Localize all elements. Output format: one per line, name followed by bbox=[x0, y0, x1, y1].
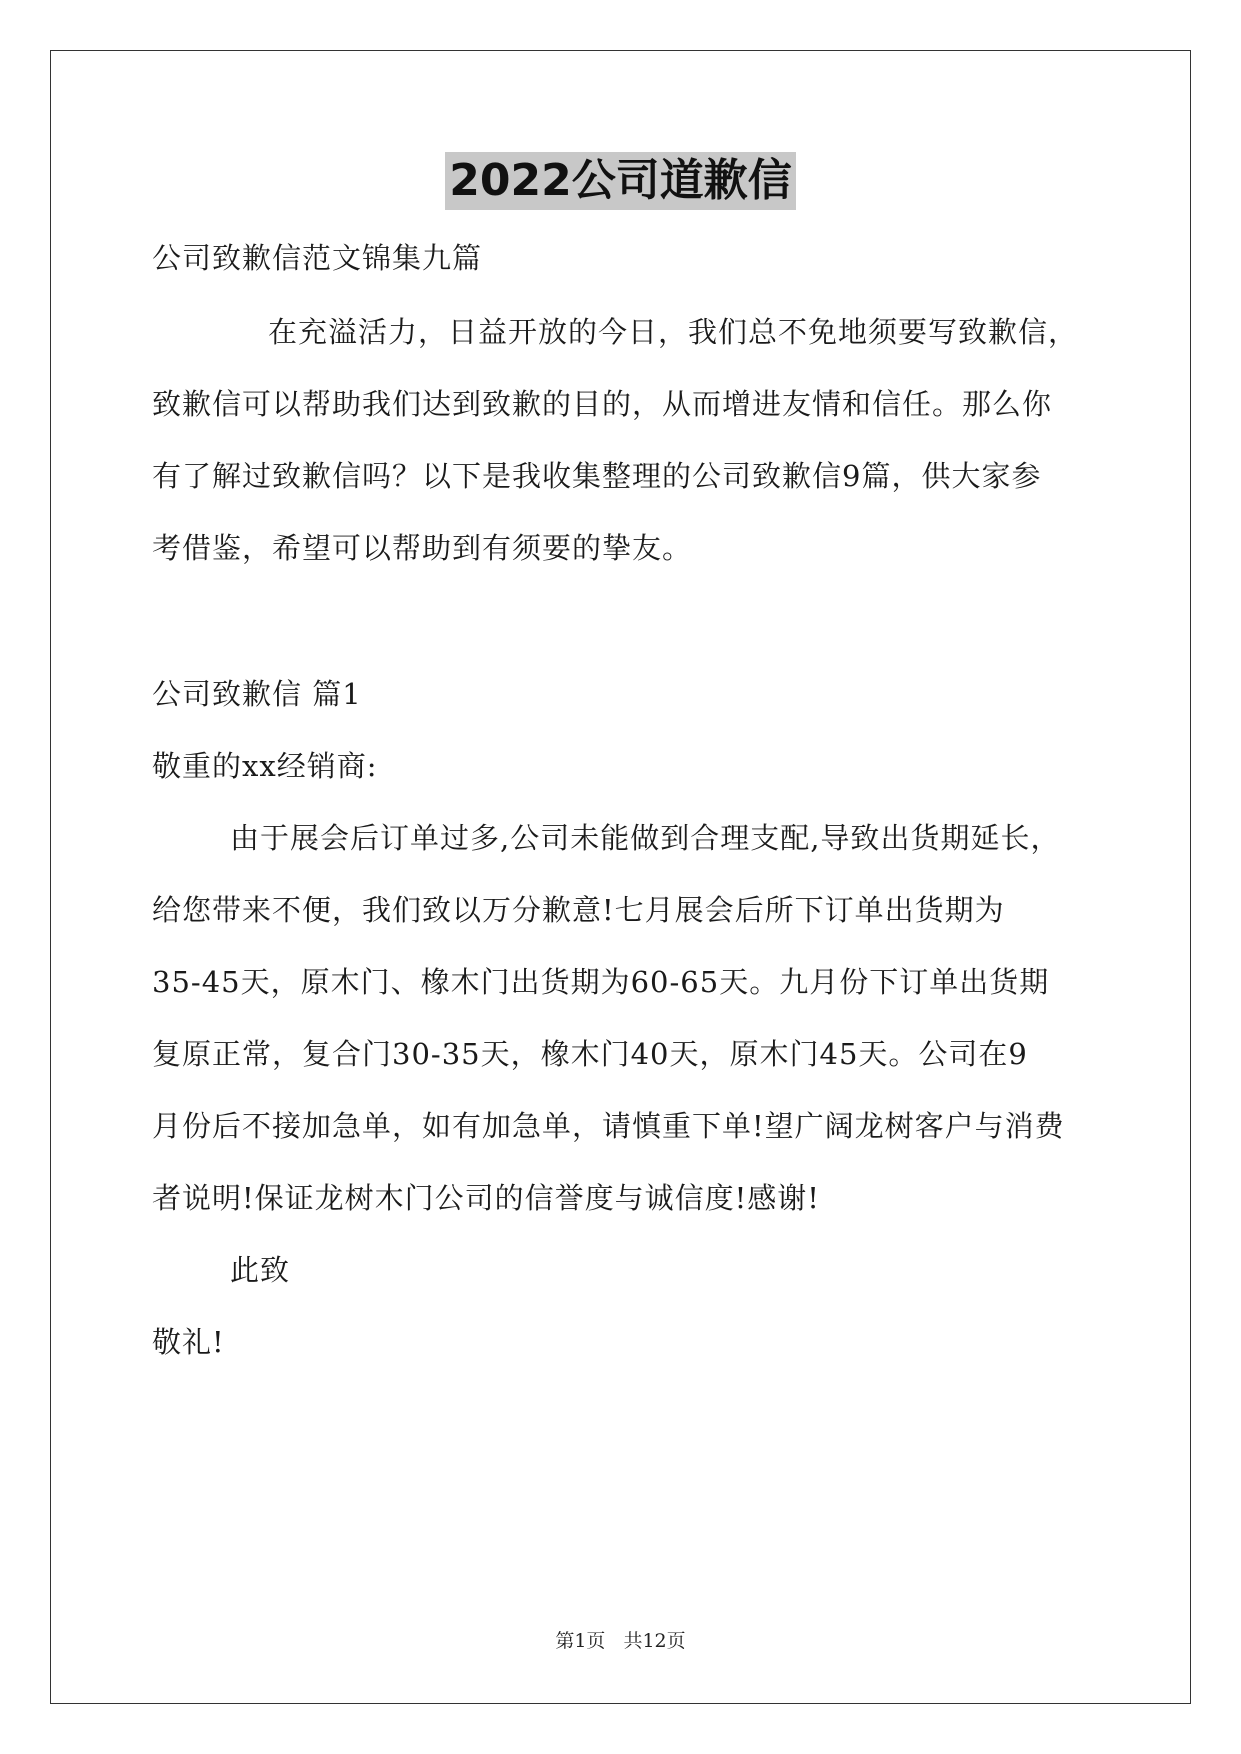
page-border bbox=[50, 50, 1191, 1704]
body-line-4: 复原正常，复合门30-35天，橡木门40天，原木门45天。公司在9 bbox=[152, 1037, 1028, 1071]
intro-line-2: 致歉信可以帮助我们达到致歉的目的，从而增进友情和信任。那么你 bbox=[152, 387, 1053, 421]
page-footer bbox=[0, 1628, 1241, 1654]
intro-line-1: 在充溢活力，日益开放的今日，我们总不免地须要写致歉信， bbox=[268, 315, 1079, 349]
document-subtitle: 公司致歉信范文锦集九篇 bbox=[152, 241, 483, 275]
section-heading: 公司致歉信 篇1 bbox=[152, 677, 362, 711]
intro-line-4: 考借鉴，希望可以帮助到有须要的挚友。 bbox=[152, 531, 693, 565]
salutation: 敬重的xx经销商: bbox=[152, 749, 378, 783]
closing-line-1: 此致 bbox=[230, 1253, 291, 1287]
body-line-6: 者说明!保证龙树木门公司的信誉度与诚信度!感谢! bbox=[152, 1181, 820, 1215]
title-container bbox=[0, 152, 1241, 210]
body-line-1: 由于展会后订单过多,公司未能做到合理支配,导致出货期延长， bbox=[230, 821, 1061, 855]
body-line-3: 35-45天，原木门、橡木门出货期为60-65天。九月份下订单出货期 bbox=[152, 965, 1050, 999]
page-total: 共12页 bbox=[623, 1630, 686, 1652]
intro-line-3: 有了解过致歉信吗？以下是我收集整理的公司致歉信9篇，供大家参 bbox=[152, 459, 1042, 493]
closing-line-2: 敬礼! bbox=[152, 1325, 225, 1359]
body-line-5: 月份后不接加急单，如有加急单，请慎重下单!望广阔龙树客户与消费 bbox=[152, 1109, 1065, 1143]
page-current: 第1页 bbox=[555, 1630, 606, 1652]
body-line-2: 给您带来不便，我们致以万分歉意!七月展会后所下订单出货期为 bbox=[152, 893, 1005, 927]
document-title: 2022公司道歉信 bbox=[445, 152, 795, 210]
